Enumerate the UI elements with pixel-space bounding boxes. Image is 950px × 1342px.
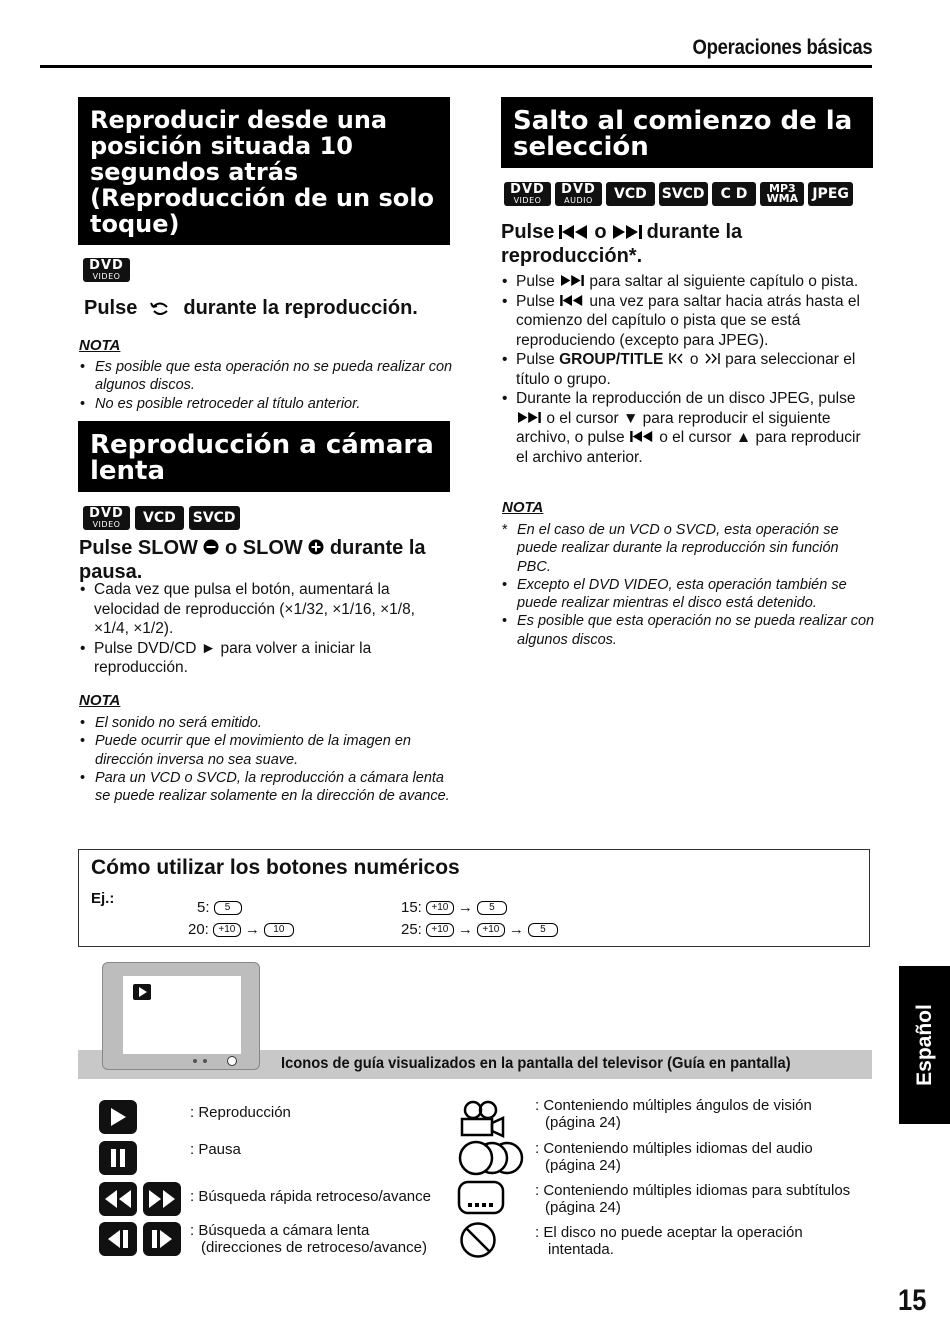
icon-label: : El disco no puede aceptar la operación intentada. — [535, 1224, 803, 1258]
note-item: • Es posible que esta operación no se pueda realizar con algunos discos. — [79, 358, 454, 395]
note-item: • Puede ocurrir que el movimiento de la imagen en dirección inversa no sea suave. — [79, 732, 454, 769]
bullet-item: • Pulse GROUP/TITLE o para seleccionar el título o grupo. — [500, 350, 875, 389]
icon-label: : Conteniendo múltiples idiomas del audio (página 24) — [535, 1140, 813, 1174]
skip-forward-icon — [612, 225, 642, 239]
minus-circle-icon — [203, 539, 219, 555]
example-row: 20: +10 → 10 — [188, 921, 294, 938]
icon-label: : Conteniendo múltiples ángulos de visión (página 24) — [535, 1097, 812, 1131]
key-plus10: +10 — [213, 923, 241, 937]
section-title: Operaciones básicas — [692, 36, 872, 59]
language-tab-label: Español — [912, 1004, 936, 1086]
subtitle-icon — [457, 1180, 507, 1216]
page-header — [40, 34, 872, 68]
disc-badges-slow — [83, 506, 240, 530]
note-item: • Excepto el DVD VIDEO, esta operación también se puede realizar mientras el disco está detenido. — [501, 576, 876, 613]
slow-reverse-icon — [99, 1222, 137, 1256]
prohibited-icon — [459, 1221, 499, 1261]
dvd-video-badge: DVD VIDEO — [83, 506, 130, 530]
guide-bar-title: Iconos de guía visualizados en la pantalla del televisor (Guía en pantalla) — [281, 1055, 791, 1072]
audio-language-icon — [457, 1140, 527, 1176]
key-plus10: +10 — [426, 923, 454, 937]
note-item: • Es posible que esta operación no se pueda realizar con algunos discos. — [501, 612, 876, 649]
icon-label: : Pausa — [190, 1141, 241, 1158]
one-touch-replay-icon — [143, 298, 177, 318]
notes-one-touch — [79, 358, 454, 413]
play-icon — [133, 984, 151, 1000]
mp3-wma-badge: MP3 WMA — [760, 182, 804, 206]
example-row: 15: +10 → 5 — [401, 899, 507, 916]
note-item: • Para un VCD o SVCD, la reproducción a cámara lenta se puede realizar solamente en la dirección de avance. — [79, 769, 454, 806]
bullet-item: • Cada vez que pulsa el botón, aumentará la velocidad de reproducción (×1/32, ×1/16, ×1/8, ×1/4, ×1/2). — [78, 580, 453, 639]
slow-bullets — [78, 580, 453, 678]
language-tab — [899, 966, 950, 1124]
skip-forward-icon — [516, 412, 542, 423]
heading-slow-motion: Reproducción a cámara lenta — [78, 421, 450, 492]
plus-circle-icon — [308, 539, 324, 555]
notes-slow — [79, 714, 454, 805]
tv-screen — [123, 976, 241, 1054]
icon-play-row — [99, 1100, 137, 1134]
icon-label: : Búsqueda rápida retroceso/avance — [190, 1188, 431, 1205]
one-touch-instruction: Pulse durante la reproducción. — [84, 297, 418, 319]
nota-label: NOTA — [79, 692, 121, 709]
key-10: 10 — [264, 923, 294, 937]
svcd-badge: SVCD — [659, 182, 708, 206]
numeric-title: Cómo utilizar los botones numéricos — [91, 856, 460, 879]
note-item: • El sonido no será emitido. — [79, 714, 454, 732]
key-plus10: +10 — [477, 923, 505, 937]
heading-one-touch-replay: Reproducir desde una posición situada 10 segundos atrás (Reproducción de un solo toque) — [78, 97, 450, 245]
bullet-item: • Pulse DVD/CD ► para volver a iniciar la reproducción. — [78, 639, 453, 678]
jpeg-badge: JPEG — [808, 182, 853, 206]
note-item: • No es posible retroceder al título anterior. — [79, 395, 454, 413]
nota-label: NOTA — [502, 499, 544, 516]
example-row: 25: +10 → +10 → 5 — [401, 921, 558, 938]
skip-forward-icon — [559, 275, 585, 286]
skip-instruction: Pulse o durante la reproducción*. — [501, 221, 743, 267]
slow-forward-icon — [143, 1222, 181, 1256]
notes-skip — [501, 521, 876, 649]
bullet-item: • Pulse una vez para saltar hacia atrás hasta el comienzo del capítulo o pista que se está reproduciendo (excepto para JPEG). — [500, 292, 875, 351]
disc-badges-one-touch — [83, 258, 130, 282]
icon-label: : Reproducción — [190, 1104, 291, 1121]
page-number: 15 — [897, 1284, 926, 1317]
dvd-video-badge: DVD VIDEO — [504, 182, 551, 206]
dvd-audio-badge: DVD AUDIO — [555, 182, 602, 206]
icon-label: : Conteniendo múltiples idiomas para subtítulos (página 24) — [535, 1182, 851, 1216]
skip-back-icon — [559, 225, 589, 239]
example-label: Ej.: — [91, 890, 115, 907]
play-icon — [99, 1100, 137, 1134]
bullet-item: • Durante la reproducción de un disco JPEG, pulse o el cursor ▼ para reproducir el siguiente archivo, o pulse o el cursor ▲ para reproducir el archivo anterior. — [500, 389, 875, 467]
svcd-badge: SVCD — [189, 506, 240, 530]
disc-badges-skip — [504, 182, 853, 206]
heading-skip: Salto al comienzo de la selección — [501, 97, 873, 168]
dvd-video-badge: DVD VIDEO — [83, 258, 130, 282]
key-5: 5 — [477, 901, 507, 915]
group-title-next-icon — [703, 353, 721, 364]
icon-fast-row — [99, 1182, 181, 1216]
icon-pause-row — [99, 1141, 137, 1175]
example-row: 5: 5 — [197, 899, 242, 916]
note-item: * En el caso de un VCD o SVCD, esta operación se puede realizar durante la reproducción sin función PBC. — [501, 521, 876, 576]
camera-angle-icon — [457, 1100, 509, 1138]
key-5: 5 — [528, 923, 558, 937]
icon-slow-row — [99, 1222, 181, 1256]
key-plus10: +10 — [426, 901, 454, 915]
skip-back-icon — [629, 431, 655, 442]
slow-instruction: Pulse SLOW o SLOW durante la pausa. — [79, 537, 426, 583]
fast-reverse-icon — [99, 1182, 137, 1216]
skip-bullets — [500, 272, 875, 467]
fast-forward-icon — [143, 1182, 181, 1216]
skip-back-icon — [559, 295, 585, 306]
key-5: 5 — [214, 901, 242, 915]
cd-badge: C D — [712, 182, 757, 206]
nota-label: NOTA — [79, 337, 121, 354]
group-title-prev-icon — [668, 353, 686, 364]
vcd-badge: VCD — [135, 506, 184, 530]
pause-icon — [99, 1141, 137, 1175]
icon-label: : Búsqueda a cámara lenta (direcciones de retroceso/avance) — [190, 1222, 427, 1256]
vcd-badge: VCD — [606, 182, 655, 206]
numeric-buttons-box — [78, 849, 870, 947]
bullet-item: • Pulse para saltar al siguiente capítulo o pista. — [500, 272, 875, 292]
tv-illustration — [102, 962, 260, 1070]
